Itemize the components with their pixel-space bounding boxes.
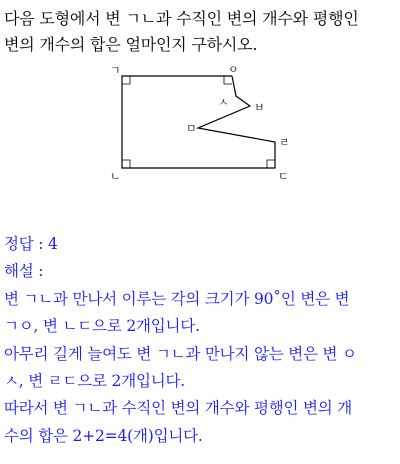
vertex-label-s: ㅅ xyxy=(218,96,229,109)
answer-line-7: 따라서 변 ㄱㄴ과 수직인 변의 개수와 평행인 변의 개 xyxy=(4,399,353,418)
vertex-label-g: ㄱ xyxy=(110,64,121,77)
vertex-label-m: ㅁ xyxy=(186,122,197,135)
question-line-2: 변의 개수의 합은 얼마인지 구하시오. xyxy=(4,35,258,54)
polygon-figure xyxy=(0,0,400,200)
answer-line-5: 아무리 길게 늘여도 변 ㄱㄴ과 만나지 않는 변은 변 ㅇ xyxy=(4,344,357,363)
right-angle-mark-n xyxy=(122,160,130,168)
vertex-label-o: ㅇ xyxy=(228,63,239,76)
answer-line-3: 변 ㄱㄴ과 만나서 이루는 각의 크기가 90˚인 변은 변 xyxy=(4,289,350,308)
right-angle-mark-d xyxy=(267,160,275,168)
vertex-label-n: ㄴ xyxy=(110,170,121,183)
answer-line-2: 해설 : xyxy=(4,262,44,281)
answer-line-4: ㄱㅇ, 변 ㄴㄷ으로 2개입니다. xyxy=(4,317,200,336)
vertex-label-d: ㄷ xyxy=(278,170,289,183)
answer-line-1: 정답 : 4 xyxy=(4,235,58,253)
answer-explanation xyxy=(4,231,398,450)
right-angle-mark-o xyxy=(224,76,232,84)
vertex-label-b: ㅂ xyxy=(254,101,265,114)
question-line-1: 다음 도형에서 변 ㄱㄴ과 수직인 변의 개수와 평행인 xyxy=(4,9,359,28)
answer-line-6: ㅅ, 변 ㄹㄷ으로 2개입니다. xyxy=(4,372,186,391)
right-angle-mark-g xyxy=(122,76,130,84)
answer-line-8: 수의 합은 2+2=4(개)입니다. xyxy=(4,426,203,445)
vertex-label-r: ㄹ xyxy=(279,136,290,149)
polygon-outline xyxy=(122,76,275,168)
